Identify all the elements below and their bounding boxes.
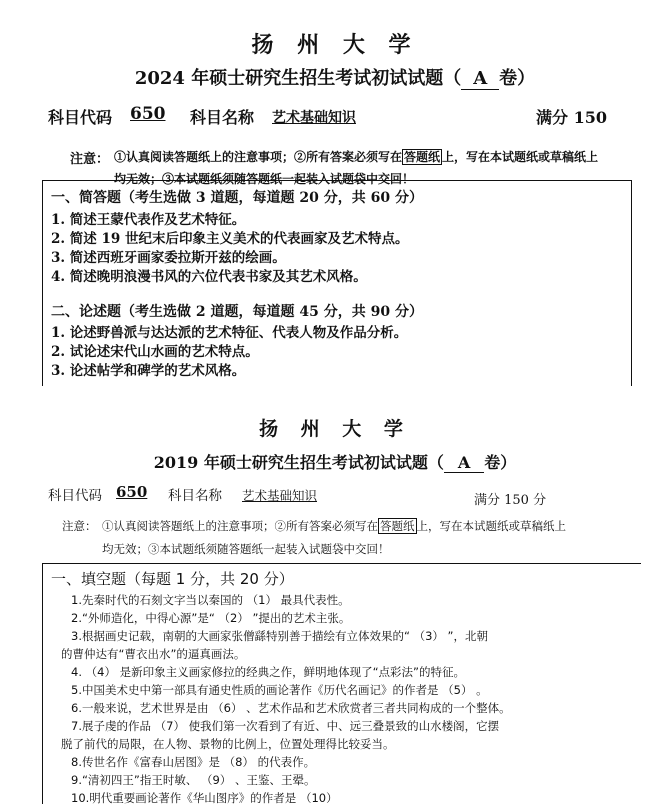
university-title-2019: 扬 州 大 学: [259, 418, 411, 440]
fill-line: 8.传世名作《富春山居图》是 （8） 的代表作。: [71, 755, 316, 769]
note-line2-2024: 均无效；③本试题纸须随答题纸一起装入试题袋中交回！: [114, 172, 415, 186]
answer-sheet-boxed-2024: 答题纸: [404, 150, 441, 164]
section-essay-2024: 二、论述题（考生选做 2 道题，每道题 45 分，共 90 分）: [51, 304, 423, 320]
fill-line: 7.展子虔的作品 （7） 使我们第一次看到了有近、中、远三叠景致的山水楼阁，它摆: [71, 719, 500, 733]
question-3-2024: 3. 简述西班牙画家委拉斯开兹的绘画。: [51, 250, 286, 266]
full-score-2019: 满分 150 分: [474, 493, 547, 508]
exam-title-2024-post: 卷）: [499, 68, 536, 89]
question-2-2024: 2. 简述 19 世纪末后印象主义美术的代表画家及艺术特点。: [51, 231, 409, 247]
fill-line: 5.中国美术史中第一部具有通史性质的画论著作《历代名画记》的作者是 （5） 。: [71, 683, 488, 697]
section-short-answer-2024: 一、简答题（考生选做 3 道题，每道题 20 分，共 60 分）: [51, 190, 423, 206]
essay-2-2024: 2. 试论述宋代山水画的艺术特点。: [51, 344, 259, 360]
subject-name-label-2024: 科目名称: [190, 108, 255, 127]
fill-line: 的曹仲达有“曹衣出水”的逼真画法。: [61, 647, 246, 661]
subject-code-2024: 650: [130, 104, 166, 124]
exam-title-2019: [0, 450, 670, 473]
fill-line: 1.先秦时代的石刻文字当以秦国的 （1） 最具代表性。: [71, 593, 350, 607]
exam-title-2019-pre: 2019 年硕士研究生招生考试初试试题（: [153, 453, 444, 472]
essay-1-2024: 1. 论述野兽派与达达派的艺术特征、代表人物及作品分析。: [51, 325, 408, 341]
answer-sheet-boxed-2019: 答题纸: [380, 519, 415, 533]
note-line1-pre-2024: ①认真阅读答题纸上的注意事项；②所有答案必须写在: [114, 150, 403, 164]
subject-name-label-2019: 科目名称: [168, 488, 222, 504]
note-label-2024: 注意：: [70, 152, 110, 167]
exam-paper-letter-2024: A: [461, 68, 499, 90]
subject-code-label-2019: 科目代码: [48, 488, 102, 504]
exam-paper-letter-2019: A: [444, 453, 484, 473]
exam-title-2024-pre: 2024 年硕士研究生招生考试初试试题（: [134, 68, 462, 89]
subject-code-label-2024: 科目代码: [48, 108, 113, 127]
fill-line: 9.“清初四王”指王时敏、 （9） 、王鉴、王翚。: [71, 773, 316, 787]
question-4-2024: 4. 简述晚明浪漫书风的六位代表书家及其艺术风格。: [51, 269, 367, 285]
fill-line: 4. （4） 是新印象主义画家修拉的经典之作，鲜明地体现了“点彩法”的特征。: [71, 665, 466, 679]
note-line1-2024: [114, 148, 598, 165]
fill-line: 6.一般来说，艺术世界是由 （6） 、艺术作品和艺术欣赏者三者共同构成的一个整体。: [71, 701, 511, 715]
fill-line: 脱了前代的局限，在人物、景物的比例上，位置处理得比较妥当。: [61, 737, 395, 751]
note-line1-2019: [102, 518, 566, 534]
essay-3-2024: 3. 论述帖学和碑学的艺术风格。: [51, 363, 246, 379]
fill-line: 3.根据画史记载，南朝的大画家张僧繇特别善于描绘有立体效果的“ （3） ”，北朝: [71, 629, 489, 643]
page-divider: [0, 390, 670, 396]
exam-title-2019-post: 卷）: [484, 453, 517, 472]
subject-code-2019: 650: [116, 483, 148, 501]
question-box-2024: [42, 180, 632, 386]
section-fill-blank-2019: 一、填空题（每题 1 分，共 20 分）: [51, 570, 294, 588]
subject-name-2024: 艺术基础知识: [272, 110, 356, 126]
exam-title-2024: [0, 64, 670, 90]
full-score-2024: 满分 150: [536, 108, 607, 127]
fill-line: 10.明代重要画论著作《华山图序》的作者是 （10）: [71, 791, 338, 805]
note-line2-2019: 均无效；③本试题纸须随答题纸一起装入试题袋中交回！: [102, 542, 390, 556]
question-box-2019: [42, 563, 641, 804]
university-title-2024: 扬 州 大 学: [251, 32, 419, 58]
note-line1-post-2019: 上，写在本试题纸或草稿纸上: [416, 519, 566, 533]
note-line1-pre-2019: ①认真阅读答题纸上的注意事项；②所有答案必须写在: [102, 519, 378, 533]
note-line1-post-2024: 上，写在本试题纸或草稿纸上: [442, 150, 599, 164]
note-label-2019: 注意：: [62, 519, 97, 533]
question-1-2024: 1. 简述王蒙代表作及艺术特征。: [51, 212, 246, 228]
subject-name-2019: 艺术基础知识: [242, 488, 318, 503]
fill-line: 2.“外师造化，中得心源”是“ （2） ”提出的艺术主张。: [71, 611, 351, 625]
